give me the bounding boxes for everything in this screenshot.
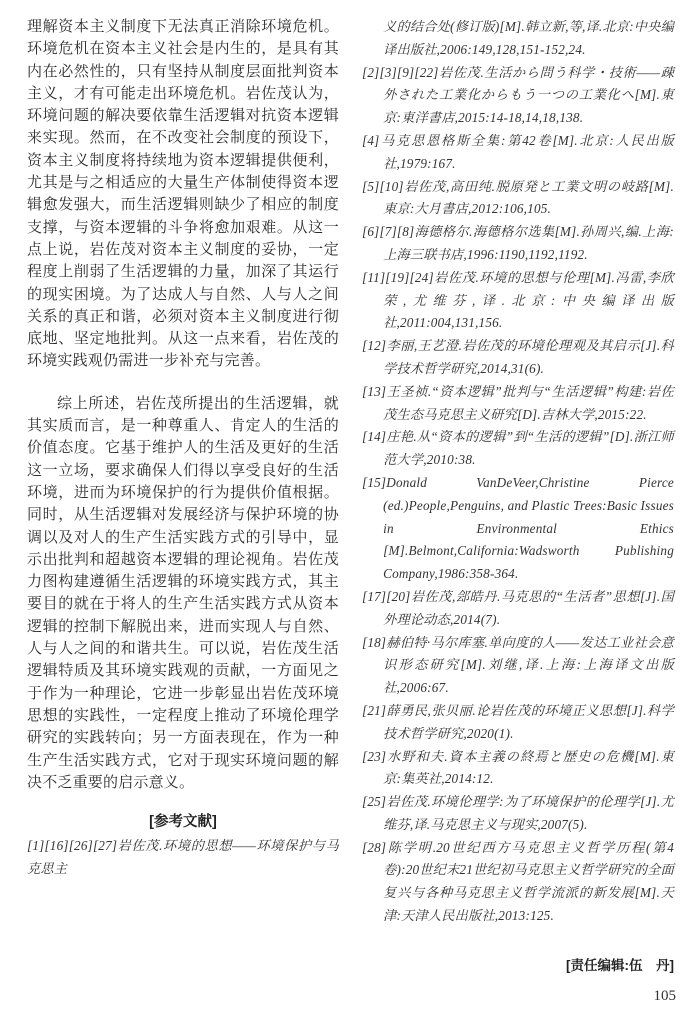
responsible-editor-note: [责任编辑:伍 丹] [566,957,674,973]
body-paragraph-summary: 综上所述，岩佐茂所提出的生活逻辑，就其实质而言，是一种尊重人、肯定人的生活的价值态度。它基于维护人的生活及更好的生活这一立场，要求确保人们得以享受良好的生活环境，进而为环境保护的行为提供价值根据。同时，从生活逻辑对发展经济与保护环境的协调以及对人的生产生活实践方式的引导中，显示出批判和超越资本逻辑的理论视角。岩佐茂力图构建遵循生活逻辑的环境实践方式，其主要目的就在于将人的生产生活实践方式从资本逻辑的控制下解脱出来，进而实现人与自然、人与人之间的和谐共生。可以说，岩佐茂生活逻辑特质及其环境实践观的贡献，一方面见之于作为一种理论，它进一步彰显出岩佐茂环境思想的实践性，一定程度上推动了环境伦理学研究的实践转向；另一方面表现在，作为一种生产生活实践方式，它对于现实环境问题的解决不乏重要的启示意义。 [27,395,339,791]
reference-list [362,62,674,928]
left-column [27,16,339,881]
reference-entry: [12]李丽,王艺澄.岩佐茂的环境伦理观及其启示[J].科学技术哲学研究,2014,31(6). [362,338,674,376]
reference-entry: [15]Donald VanDeVeer,Christine Pierce (ed.)People,Penguins, and Plastic Trees:Basic Issues in Environmental Ethics [M].Belmont,California:Wadsworth Publishing Company,1986:358-364. [362,474,674,582]
reference-entry: [23]水野和夫.資本主義の終焉と歴史の危機[M].東京:集英社,2014:12. [362,748,674,787]
reference-entry: [21]薛勇民,张贝丽.论岩佐茂的环境正义思想[J].科学技术哲学研究,2020(1). [362,702,674,741]
reference-entry-first-line: [1][16][26][27]岩佐茂.环境的思想——环境保护与马克思主 [27,838,339,876]
reference-entry: [13]王圣祯.“资本逻辑”批判与“生活逻辑”构建:岩佐茂生态马克思主义研究[D].吉林大学,2015:22. [362,383,674,422]
right-column [362,16,674,974]
reference-entry: [18]赫伯特·马尔库塞.单向度的人——发达工业社会意识形态研究[M].刘继,译.上海:上海译文出版社,2006:67. [362,634,674,696]
reference-entry: [14]庄艳.从“资本的逻辑”到“生活的逻辑”[D].浙江师范大学,2010:38. [362,429,674,468]
body-paragraph-continuation: 理解资本主义制度下无法真正消除环境危机。环境危机在资本主义社会是内生的，是具有其内在必然性的，只有坚持从制度层面批判资本主义，才有可能走出环境危机。岩佐茂认为，环境问题的解决要依靠生活逻辑对抗资本逻辑来实现。然而，在不改变社会制度的预设下，资本主义制度将持续地为资本逻辑提供便利，尤其是与之相适应的大量生产体制使得资本逻辑愈发强大，而生活逻辑则缺少了相应的制度支撑，与资本逻辑的斗争将愈加艰难。从这一点上说，岩佐茂对资本主义制度的妥协，一定程度上削弱了生活逻辑的力量，加深了其运行的现实困境。为了达成人与自然、人与人之间关系的真正和谐，必须对资本主义制度进行彻底地、坚定地批判。从这一点来看，岩佐茂的环境实践观仍需进一步补充与完善。 [27,19,339,370]
references-heading: [参考文献] [149,814,217,831]
reference-entry: [11][19][24]岩佐茂.环境的思想与伦理[M].冯雷,李欣荣,尤维芬,译.北京:中央编译出版社,2011:004,131,156. [362,269,674,331]
reference-entry: [2][3][9][22]岩佐茂.生活から問う科学・技術——疎外された工業化からもう一つの工業化へ[M].東京:東洋書店,2015:14-18,14,18,138. [362,64,674,126]
reference-entry: [17][20]岩佐茂,郐皓丹.马克思的“生活者”思想[J].国外理论动态,2014(7). [362,588,674,627]
reference-entry: [5][10]岩佐茂,高田纯.脱原発と工業文明の岐路[M].東京:大月書店,2012:106,105. [362,178,674,217]
reference-entry: [25]岩佐茂.环境伦理学:为了环境保护的伦理学[J].尤维芬,译.马克思主义与现实,2007(5). [362,794,674,832]
reference-entry: [4]马克思恩格斯全集:第42卷[M].北京:人民出版社,1979:167. [362,132,674,171]
reference-entry-continuation: 义的结合处(修订版)[M].韩立新,等,译.北京:中央编译出版社,2006:149,128,151-152,24. [383,19,674,57]
page-number: 105 [653,988,676,1004]
reference-entry: [6][7][8]海德格尔.海德格尔选集[M].孙周兴,编.上海:上海三联书店,1996:1190,1192,1192. [362,224,674,262]
reference-entry: [28]陈学明.20世纪西方马克思主义哲学历程(第4卷):20世纪末21世纪初马克思主义哲学研究的全面复兴与各种马克思主义哲学流派的新发展[M].天津:天津人民出版社,2013:125. [362,839,674,924]
